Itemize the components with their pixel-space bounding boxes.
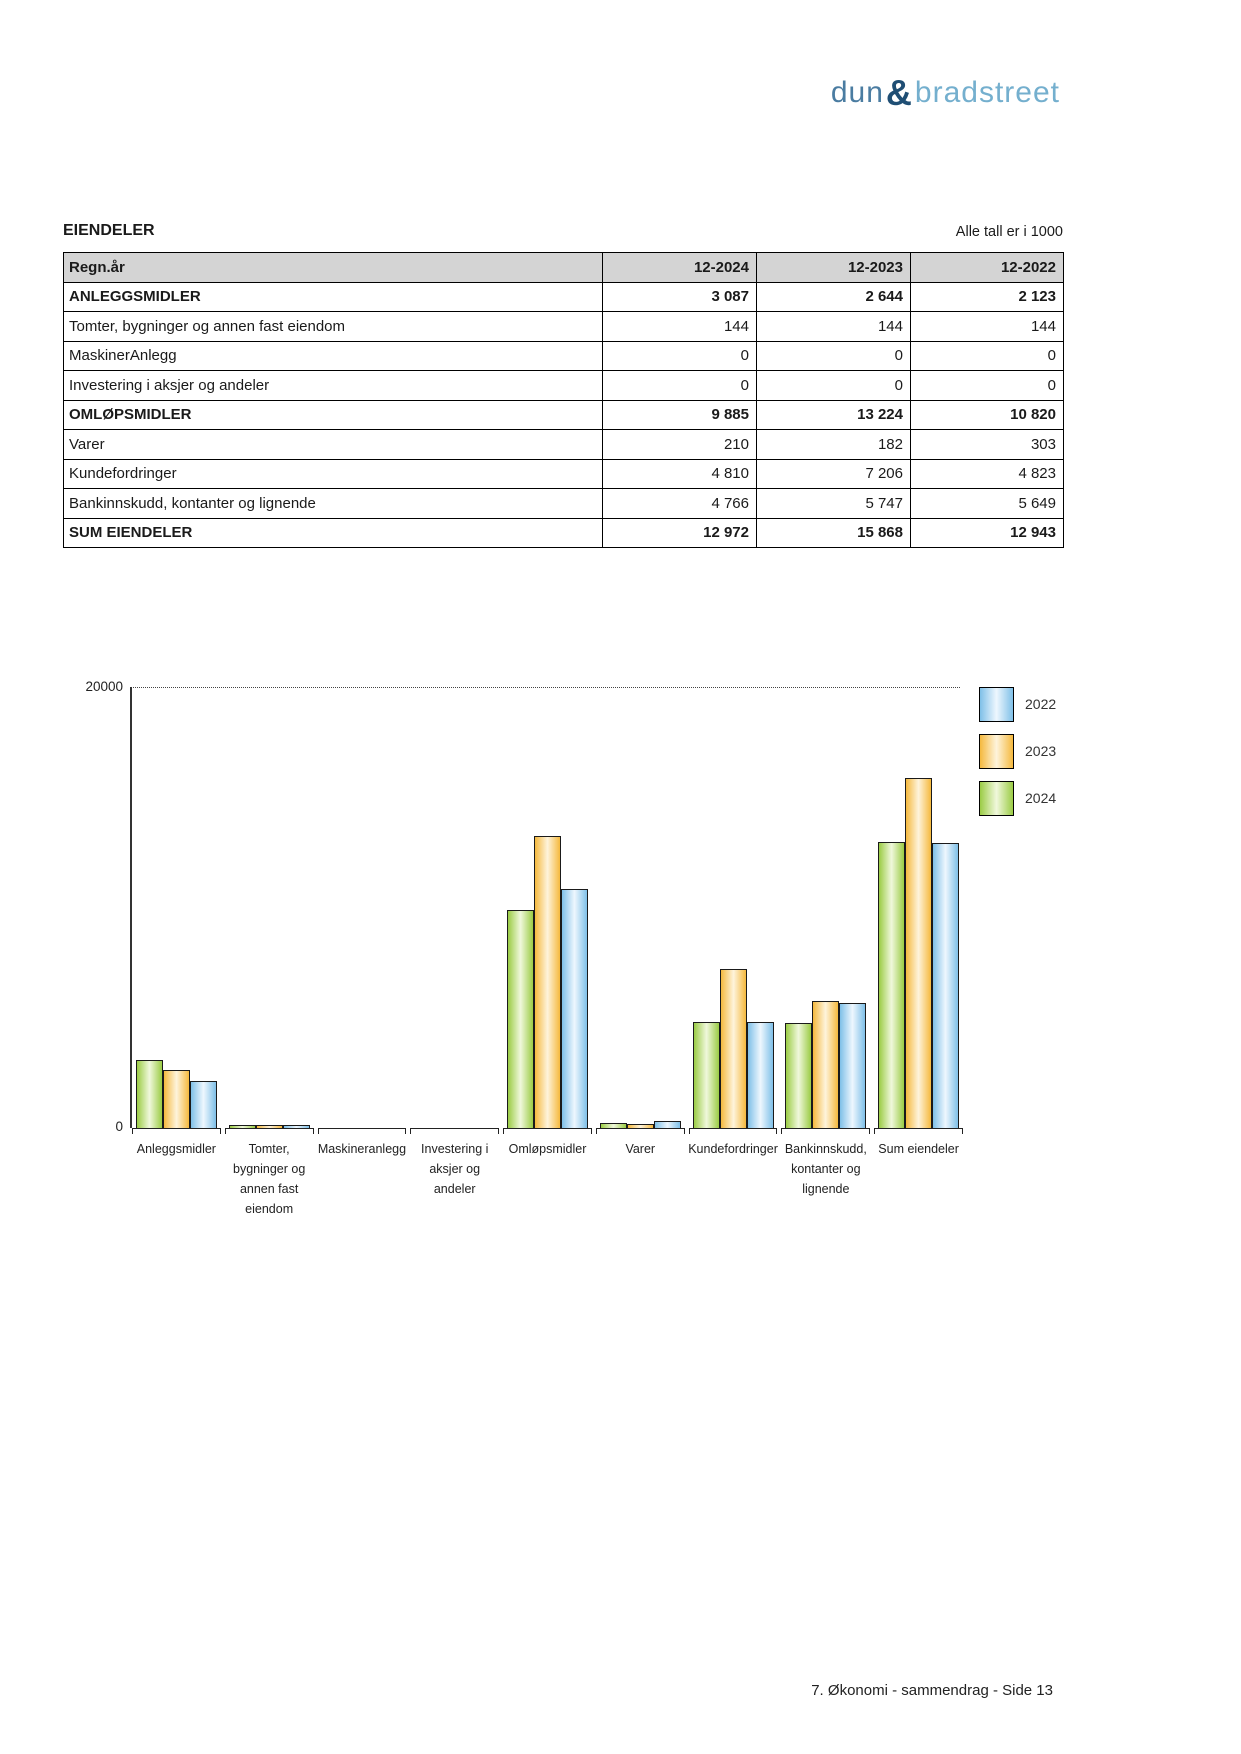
legend-swatch-2022 [979, 687, 1014, 722]
logo-ampersand-icon: & [885, 72, 913, 113]
bar-2024-1 [229, 1125, 256, 1128]
row-value: 7 206 [757, 459, 911, 489]
x-axis-segment [410, 1128, 499, 1134]
x-category-label: Sum eiendeler [878, 1142, 959, 1156]
x-axis-segment [132, 1128, 221, 1134]
row-value: 144 [603, 312, 757, 342]
page-footer: 7. Økonomi - sammendrag - Side 13 [811, 1682, 1053, 1699]
x-category-label: Anleggsmidler [136, 1142, 216, 1156]
row-label: Kundefordringer [64, 459, 603, 489]
bar-2024-4 [507, 910, 534, 1128]
x-category-label: Maskineranlegg [317, 1142, 407, 1156]
x-category-label: Bankinnskudd, kontanter og lignende [784, 1142, 867, 1196]
row-value: 0 [603, 371, 757, 401]
row-value: 210 [603, 430, 757, 460]
row-label: ANLEGGSMIDLER [64, 282, 603, 312]
section-title: EIENDELER [63, 222, 155, 239]
x-category-label: Omløpsmidler [508, 1142, 587, 1156]
y-tick-label-min: 0 [115, 1119, 123, 1134]
logo-dun: dun [830, 76, 884, 109]
bar-2023-5 [627, 1124, 654, 1128]
row-value: 5 649 [911, 489, 1064, 519]
x-axis-segment [225, 1128, 314, 1134]
x-axis-segment [689, 1128, 778, 1134]
y-tick-label-max: 20000 [85, 679, 123, 694]
x-axis-segment [596, 1128, 685, 1134]
row-label: OMLØPSMIDLER [64, 400, 603, 430]
bar-2023-8 [905, 778, 932, 1128]
x-category-label: Tomter, bygninger og annen fast eiendom [233, 1142, 306, 1216]
row-value: 12 972 [603, 518, 757, 548]
row-label: Varer [64, 430, 603, 460]
bar-2023-1 [256, 1125, 283, 1128]
legend-swatch-2024 [979, 781, 1014, 816]
bar-2024-0 [136, 1060, 163, 1128]
x-axis-segment [874, 1128, 963, 1134]
row-value: 9 885 [603, 400, 757, 430]
bar-2022-8 [932, 843, 959, 1128]
row-value: 144 [911, 312, 1064, 342]
row-value: 303 [911, 430, 1064, 460]
column-header-2022: 12-2022 [911, 253, 1064, 283]
row-value: 144 [757, 312, 911, 342]
bar-2022-7 [839, 1003, 866, 1128]
legend-label-2023: 2023 [1025, 743, 1057, 759]
bar-2022-0 [190, 1081, 217, 1128]
logo-bradstreet: bradstreet [914, 76, 1060, 109]
row-label: SUM EIENDELER [64, 518, 603, 548]
x-category-label: Kundefordringer [688, 1142, 778, 1156]
bar-2024-7 [785, 1023, 812, 1128]
legend-label-2024: 2024 [1025, 790, 1057, 806]
bar-2022-5 [654, 1121, 681, 1128]
bar-2023-7 [812, 1001, 839, 1128]
legend-label-2022: 2022 [1025, 696, 1057, 712]
x-category-label: Varer [625, 1142, 656, 1156]
row-value: 0 [911, 341, 1064, 371]
bar-2024-5 [600, 1123, 627, 1128]
x-category-label: Investering i aksjer og andeler [421, 1142, 489, 1196]
row-value: 0 [603, 341, 757, 371]
bar-2023-6 [720, 969, 747, 1128]
bar-2022-6 [747, 1022, 774, 1128]
x-axis-segment [318, 1128, 407, 1134]
bar-2023-4 [534, 836, 561, 1128]
bar-2023-0 [163, 1070, 190, 1128]
row-value: 0 [757, 341, 911, 371]
row-value: 10 820 [911, 400, 1064, 430]
legend-swatch-2023 [979, 734, 1014, 769]
x-axis-segment [503, 1128, 592, 1134]
row-value: 15 868 [757, 518, 911, 548]
row-label: Tomter, bygninger og annen fast eiendom [64, 312, 603, 342]
bar-2022-1 [283, 1125, 310, 1128]
x-axis-segment [781, 1128, 870, 1134]
row-value: 4 823 [911, 459, 1064, 489]
row-value: 3 087 [603, 282, 757, 312]
row-value: 4 766 [603, 489, 757, 519]
row-value: 13 224 [757, 400, 911, 430]
row-label: Bankinnskudd, kontanter og lignende [64, 489, 603, 519]
column-header-2024: 12-2024 [603, 253, 757, 283]
column-header-2023: 12-2023 [757, 253, 911, 283]
row-value: 2 123 [911, 282, 1064, 312]
column-header-regnaar: Regn.år [64, 253, 603, 283]
row-label: MaskinerAnlegg [64, 341, 603, 371]
row-value: 5 747 [757, 489, 911, 519]
section-note: Alle tall er i 1000 [955, 224, 1063, 240]
bar-2024-8 [878, 842, 905, 1128]
row-value: 2 644 [757, 282, 911, 312]
row-value: 4 810 [603, 459, 757, 489]
row-value: 12 943 [911, 518, 1064, 548]
bar-2022-4 [561, 889, 588, 1128]
row-value: 0 [757, 371, 911, 401]
bar-2024-6 [693, 1022, 720, 1128]
row-value: 182 [757, 430, 911, 460]
row-value: 0 [911, 371, 1064, 401]
max-gridline [130, 687, 960, 688]
y-axis-line [130, 687, 132, 1128]
row-label: Investering i aksjer og andeler [64, 371, 603, 401]
